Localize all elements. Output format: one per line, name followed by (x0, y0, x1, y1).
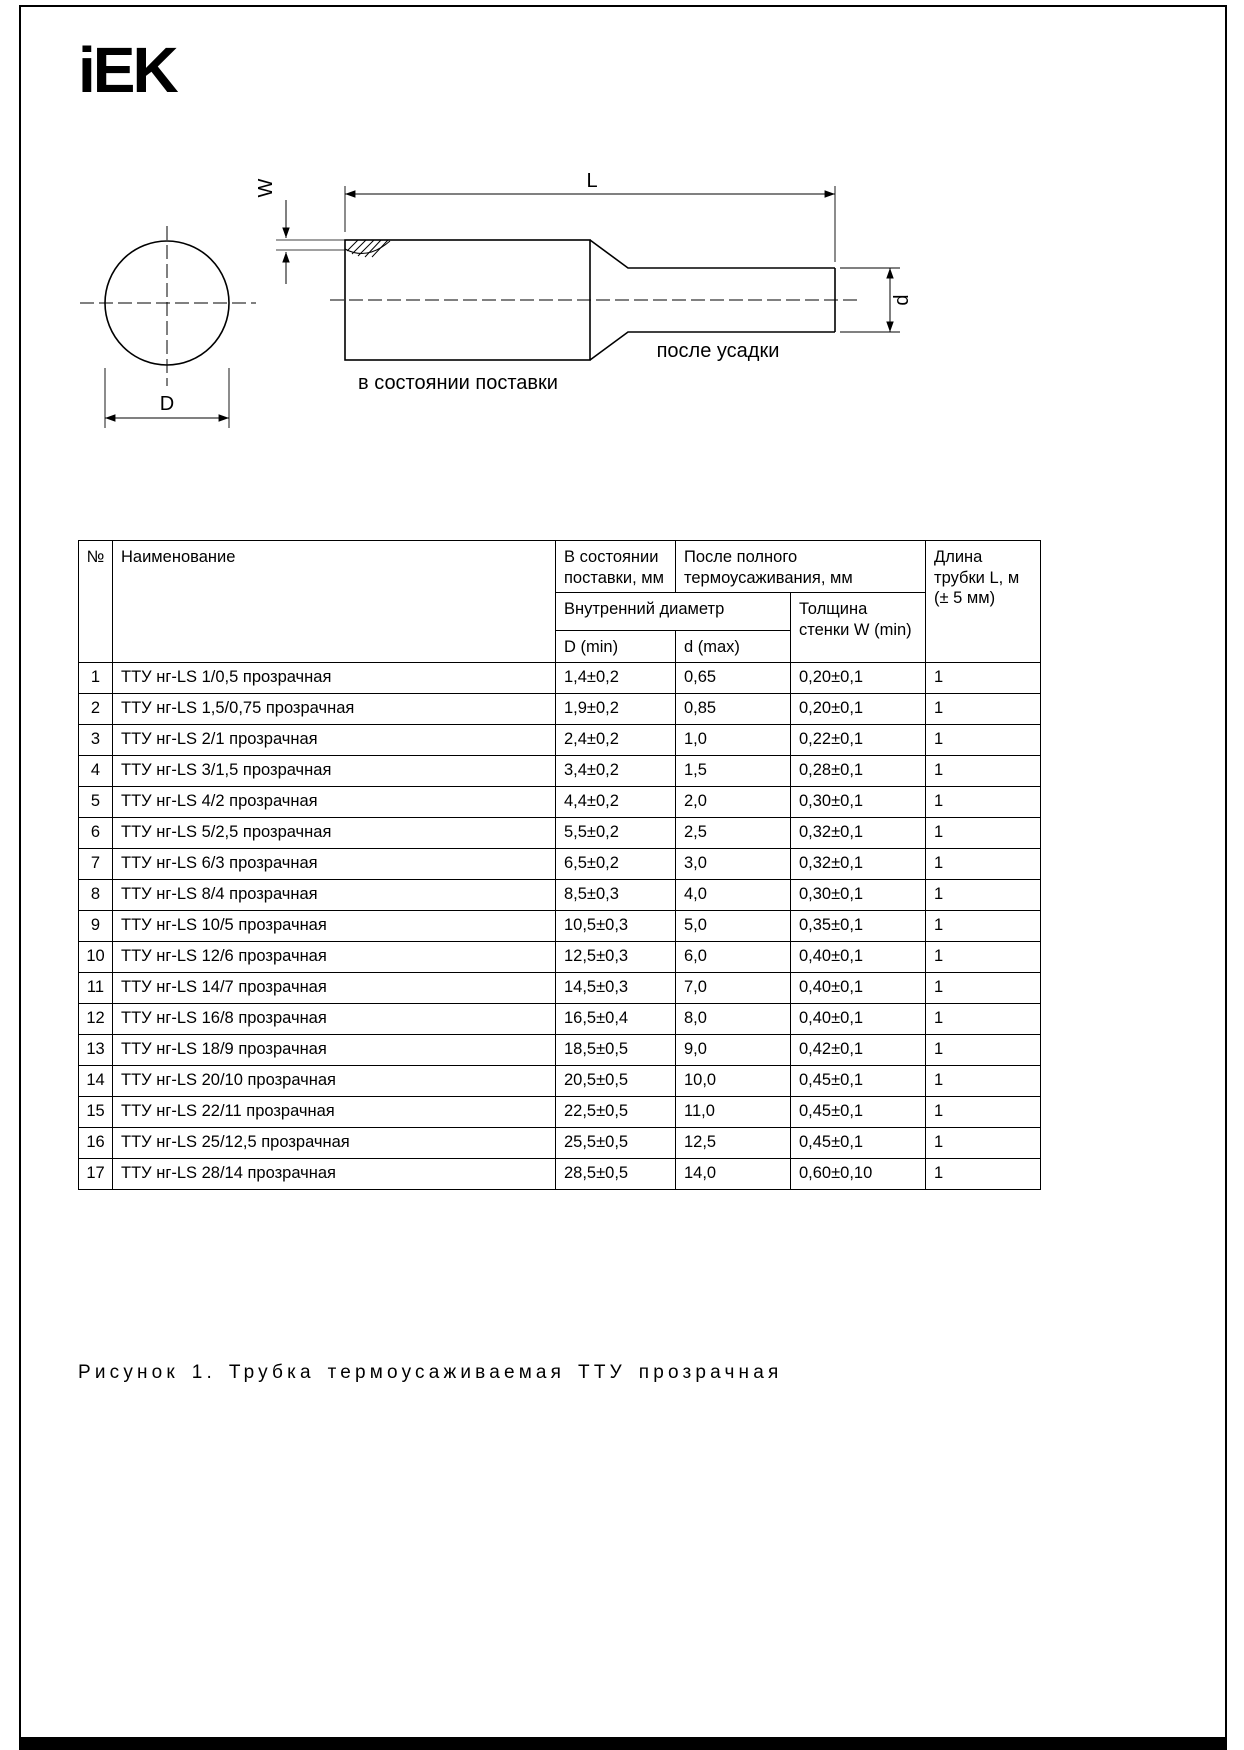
table-row (79, 693, 1041, 724)
dim-label-D: D (159, 393, 175, 415)
cell-name: ТТУ нг-LS 20/10 прозрачная (113, 1065, 556, 1096)
cell-length: 1 (926, 662, 1041, 693)
cell-num: 16 (79, 1127, 113, 1158)
cell-d-min: 16,5±0,4 (556, 1003, 676, 1034)
cell-length: 1 (926, 879, 1041, 910)
cell-name: ТТУ нг-LS 4/2 прозрачная (113, 786, 556, 817)
cell-d-max: 11,0 (676, 1096, 791, 1127)
cell-name: ТТУ нг-LS 16/8 прозрачная (113, 1003, 556, 1034)
table-row (79, 1158, 1041, 1189)
cell-wall: 0,20±0,1 (791, 693, 926, 724)
table-row (79, 662, 1041, 693)
cell-wall: 0,45±0,1 (791, 1065, 926, 1096)
dim-w (276, 200, 345, 284)
cell-name: ТТУ нг-LS 22/11 прозрачная (113, 1096, 556, 1127)
cell-length: 1 (926, 1065, 1041, 1096)
cell-wall: 0,30±0,1 (791, 879, 926, 910)
cell-d-min: 1,4±0,2 (556, 662, 676, 693)
cell-name: ТТУ нг-LS 12/6 прозрачная (113, 941, 556, 972)
cell-length: 1 (926, 1034, 1041, 1065)
cell-d-max: 10,0 (676, 1065, 791, 1096)
cell-wall: 0,28±0,1 (791, 755, 926, 786)
cell-length: 1 (926, 1003, 1041, 1034)
cell-length: 1 (926, 693, 1041, 724)
cell-wall: 0,60±0,10 (791, 1158, 926, 1189)
table-row (79, 879, 1041, 910)
header-row-1 (79, 541, 1041, 593)
cell-length: 1 (926, 1158, 1041, 1189)
cell-wall: 0,40±0,1 (791, 972, 926, 1003)
cell-length: 1 (926, 848, 1041, 879)
cell-d-min: 22,5±0,5 (556, 1096, 676, 1127)
cell-wall: 0,22±0,1 (791, 724, 926, 755)
cell-d-min: 6,5±0,2 (556, 848, 676, 879)
header-supplied-group: В состоянии поставки, мм (556, 541, 676, 593)
cell-length: 1 (926, 1096, 1041, 1127)
cell-num: 13 (79, 1034, 113, 1065)
cell-num: 6 (79, 817, 113, 848)
cell-wall: 0,40±0,1 (791, 941, 926, 972)
cell-length: 1 (926, 755, 1041, 786)
cell-d-max: 1,0 (676, 724, 791, 755)
cell-length: 1 (926, 817, 1041, 848)
cell-d-max: 3,0 (676, 848, 791, 879)
cell-d-min: 20,5±0,5 (556, 1065, 676, 1096)
cell-name: ТТУ нг-LS 1,5/0,75 прозрачная (113, 693, 556, 724)
cell-length: 1 (926, 786, 1041, 817)
table-row (79, 910, 1041, 941)
cell-d-max: 6,0 (676, 941, 791, 972)
header-d-max: d (max) (676, 631, 791, 663)
cell-d-min: 2,4±0,2 (556, 724, 676, 755)
cell-d-max: 9,0 (676, 1034, 791, 1065)
cell-d-min: 5,5±0,2 (556, 817, 676, 848)
cell-num: 3 (79, 724, 113, 755)
cell-name: ТТУ нг-LS 28/14 прозрачная (113, 1158, 556, 1189)
figure-caption: Рисунок 1. Трубка термоусаживаемая ТТУ прозрачная (78, 1362, 783, 1383)
header-name: Наименование (113, 541, 556, 663)
spec-table-head (79, 541, 1041, 663)
cell-d-max: 4,0 (676, 879, 791, 910)
cell-wall: 0,45±0,1 (791, 1096, 926, 1127)
cell-length: 1 (926, 941, 1041, 972)
cell-wall: 0,32±0,1 (791, 848, 926, 879)
cell-d-max: 5,0 (676, 910, 791, 941)
figure-drawing (60, 150, 960, 445)
cell-name: ТТУ нг-LS 2/1 прозрачная (113, 724, 556, 755)
table-row (79, 1127, 1041, 1158)
cell-num: 15 (79, 1096, 113, 1127)
header-inner-diameter: Внутренний диаметр (556, 593, 791, 631)
cell-num: 8 (79, 879, 113, 910)
table-row (79, 1065, 1041, 1096)
cell-d-max: 0,85 (676, 693, 791, 724)
cell-d-min: 8,5±0,3 (556, 879, 676, 910)
iek-logo: iEK (78, 34, 176, 106)
cell-d-max: 1,5 (676, 755, 791, 786)
table-row (79, 786, 1041, 817)
cell-d-max: 2,0 (676, 786, 791, 817)
cell-name: ТТУ нг-LS 8/4 прозрачная (113, 879, 556, 910)
cell-d-max: 14,0 (676, 1158, 791, 1189)
cell-num: 2 (79, 693, 113, 724)
cell-num: 11 (79, 972, 113, 1003)
dim-label-W: W (255, 178, 277, 198)
cell-wall: 0,30±0,1 (791, 786, 926, 817)
cell-d-max: 12,5 (676, 1127, 791, 1158)
cell-d-min: 28,5±0,5 (556, 1158, 676, 1189)
header-d-min: D (min) (556, 631, 676, 663)
cell-d-min: 25,5±0,5 (556, 1127, 676, 1158)
dim-label-d: d (891, 294, 913, 306)
cell-num: 14 (79, 1065, 113, 1096)
label-after-shrink: после усадки (656, 340, 780, 362)
cell-name: ТТУ нг-LS 6/3 прозрачная (113, 848, 556, 879)
cell-num: 5 (79, 786, 113, 817)
table-row (79, 817, 1041, 848)
cell-wall: 0,20±0,1 (791, 662, 926, 693)
header-length: Длина трубки L, м (± 5 мм) (926, 541, 1041, 663)
cell-num: 10 (79, 941, 113, 972)
cell-name: ТТУ нг-LS 10/5 прозрачная (113, 910, 556, 941)
cell-wall: 0,35±0,1 (791, 910, 926, 941)
table-row (79, 724, 1041, 755)
cell-length: 1 (926, 1127, 1041, 1158)
cell-length: 1 (926, 724, 1041, 755)
cell-wall: 0,40±0,1 (791, 1003, 926, 1034)
table-row (79, 755, 1041, 786)
cell-length: 1 (926, 972, 1041, 1003)
header-num: № (79, 541, 113, 663)
table-row (79, 1096, 1041, 1127)
cell-num: 17 (79, 1158, 113, 1189)
cell-num: 12 (79, 1003, 113, 1034)
cell-wall: 0,45±0,1 (791, 1127, 926, 1158)
cell-num: 4 (79, 755, 113, 786)
cell-d-max: 2,5 (676, 817, 791, 848)
cell-name: ТТУ нг-LS 1/0,5 прозрачная (113, 662, 556, 693)
cell-wall: 0,42±0,1 (791, 1034, 926, 1065)
cell-d-min: 18,5±0,5 (556, 1034, 676, 1065)
table-row (79, 848, 1041, 879)
header-after-group: После полного термоусаживания, мм (676, 541, 926, 593)
cell-d-min: 1,9±0,2 (556, 693, 676, 724)
table-row (79, 1003, 1041, 1034)
table-row (79, 941, 1041, 972)
cell-d-max: 7,0 (676, 972, 791, 1003)
cell-d-max: 8,0 (676, 1003, 791, 1034)
cell-num: 7 (79, 848, 113, 879)
cell-num: 1 (79, 662, 113, 693)
cell-length: 1 (926, 910, 1041, 941)
cell-d-min: 4,4±0,2 (556, 786, 676, 817)
cell-wall: 0,32±0,1 (791, 817, 926, 848)
spec-table-body (79, 662, 1041, 1189)
cell-name: ТТУ нг-LS 25/12,5 прозрачная (113, 1127, 556, 1158)
table-row (79, 1034, 1041, 1065)
cell-d-min: 10,5±0,3 (556, 910, 676, 941)
spec-table (78, 540, 1041, 1190)
table-row (79, 972, 1041, 1003)
cell-name: ТТУ нг-LS 3/1,5 прозрачная (113, 755, 556, 786)
cell-d-min: 12,5±0,3 (556, 941, 676, 972)
cell-name: ТТУ нг-LS 14/7 прозрачная (113, 972, 556, 1003)
cell-d-min: 3,4±0,2 (556, 755, 676, 786)
cell-name: ТТУ нг-LS 5/2,5 прозрачная (113, 817, 556, 848)
cell-num: 9 (79, 910, 113, 941)
cell-d-max: 0,65 (676, 662, 791, 693)
header-wall-thickness: Толщина стенки W (min) (791, 593, 926, 663)
label-as-supplied: в состоянии поставки (358, 372, 558, 394)
dim-label-L: L (586, 170, 598, 192)
cell-d-min: 14,5±0,3 (556, 972, 676, 1003)
cell-name: ТТУ нг-LS 18/9 прозрачная (113, 1034, 556, 1065)
